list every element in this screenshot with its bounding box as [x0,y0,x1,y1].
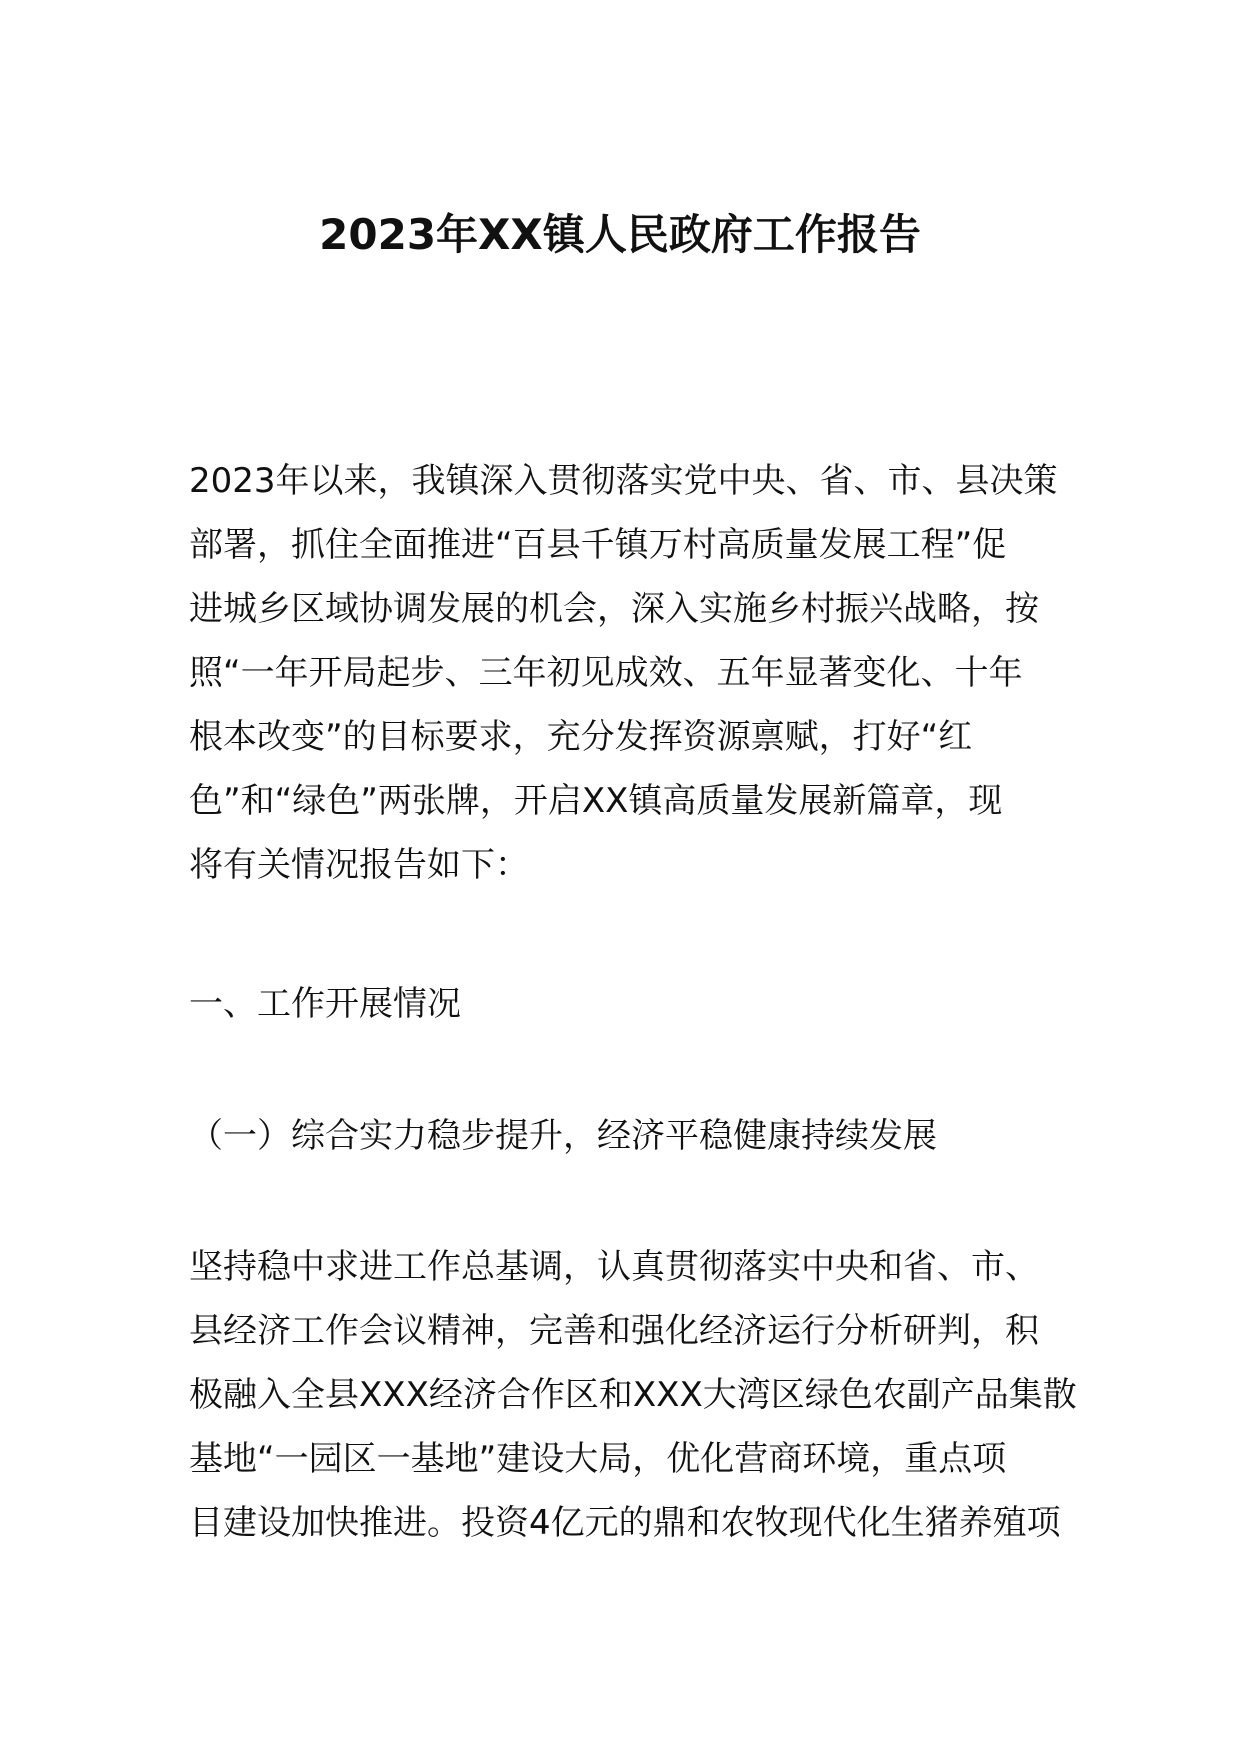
paragraph-line: 照“一年开局起步、三年初见成效、五年显著变化、十年 [189,653,1023,693]
document-title: 2023年XX镇人民政府工作报告 [319,210,921,259]
paragraph-line: 根本改变”的目标要求，充分发挥资源禀赋，打好“红 [189,717,973,757]
paragraph-line: 色”和“绿色”两张牌，开启XX镇高质量发展新篇章，现 [189,781,1003,821]
paragraph-line: 极融入全县XXX经济合作区和XXX大湾区绿色农副产品集散 [189,1375,1077,1415]
subsection-heading-text: （一）综合实力稳步提升，经济平稳健康持续发展 [189,1116,937,1156]
paragraph-line: 坚持稳中求进工作总基调，认真贯彻落实中央和省、市、 [189,1247,1039,1287]
paragraph-line: 目建设加快推进。投资4亿元的鼎和农牧现代化生猪养殖项 [189,1503,1061,1543]
subsection-heading [189,1104,1069,1168]
intro-paragraph [189,449,1069,897]
paragraph-line: 县经济工作会议精神，完善和强化经济运行分析研判，积 [189,1311,1039,1351]
paragraph-line: 基地“一园区一基地”建设大局，优化营商环境，重点项 [189,1439,1007,1479]
section-heading-text: 一、工作开展情况 [189,984,461,1024]
paragraph-line: 2023年以来，我镇深入贯彻落实党中央、省、市、县决策 [189,461,1058,501]
paragraph-line: 将有关情况报告如下： [189,845,529,885]
section-heading [189,972,1069,1036]
body-paragraph [189,1235,1077,1555]
paragraph-line: 部署，抓住全面推进“百县千镇万村高质量发展工程”促 [189,525,1007,565]
paragraph-line: 进城乡区域协调发展的机会，深入实施乡村振兴战略，按 [189,589,1039,629]
